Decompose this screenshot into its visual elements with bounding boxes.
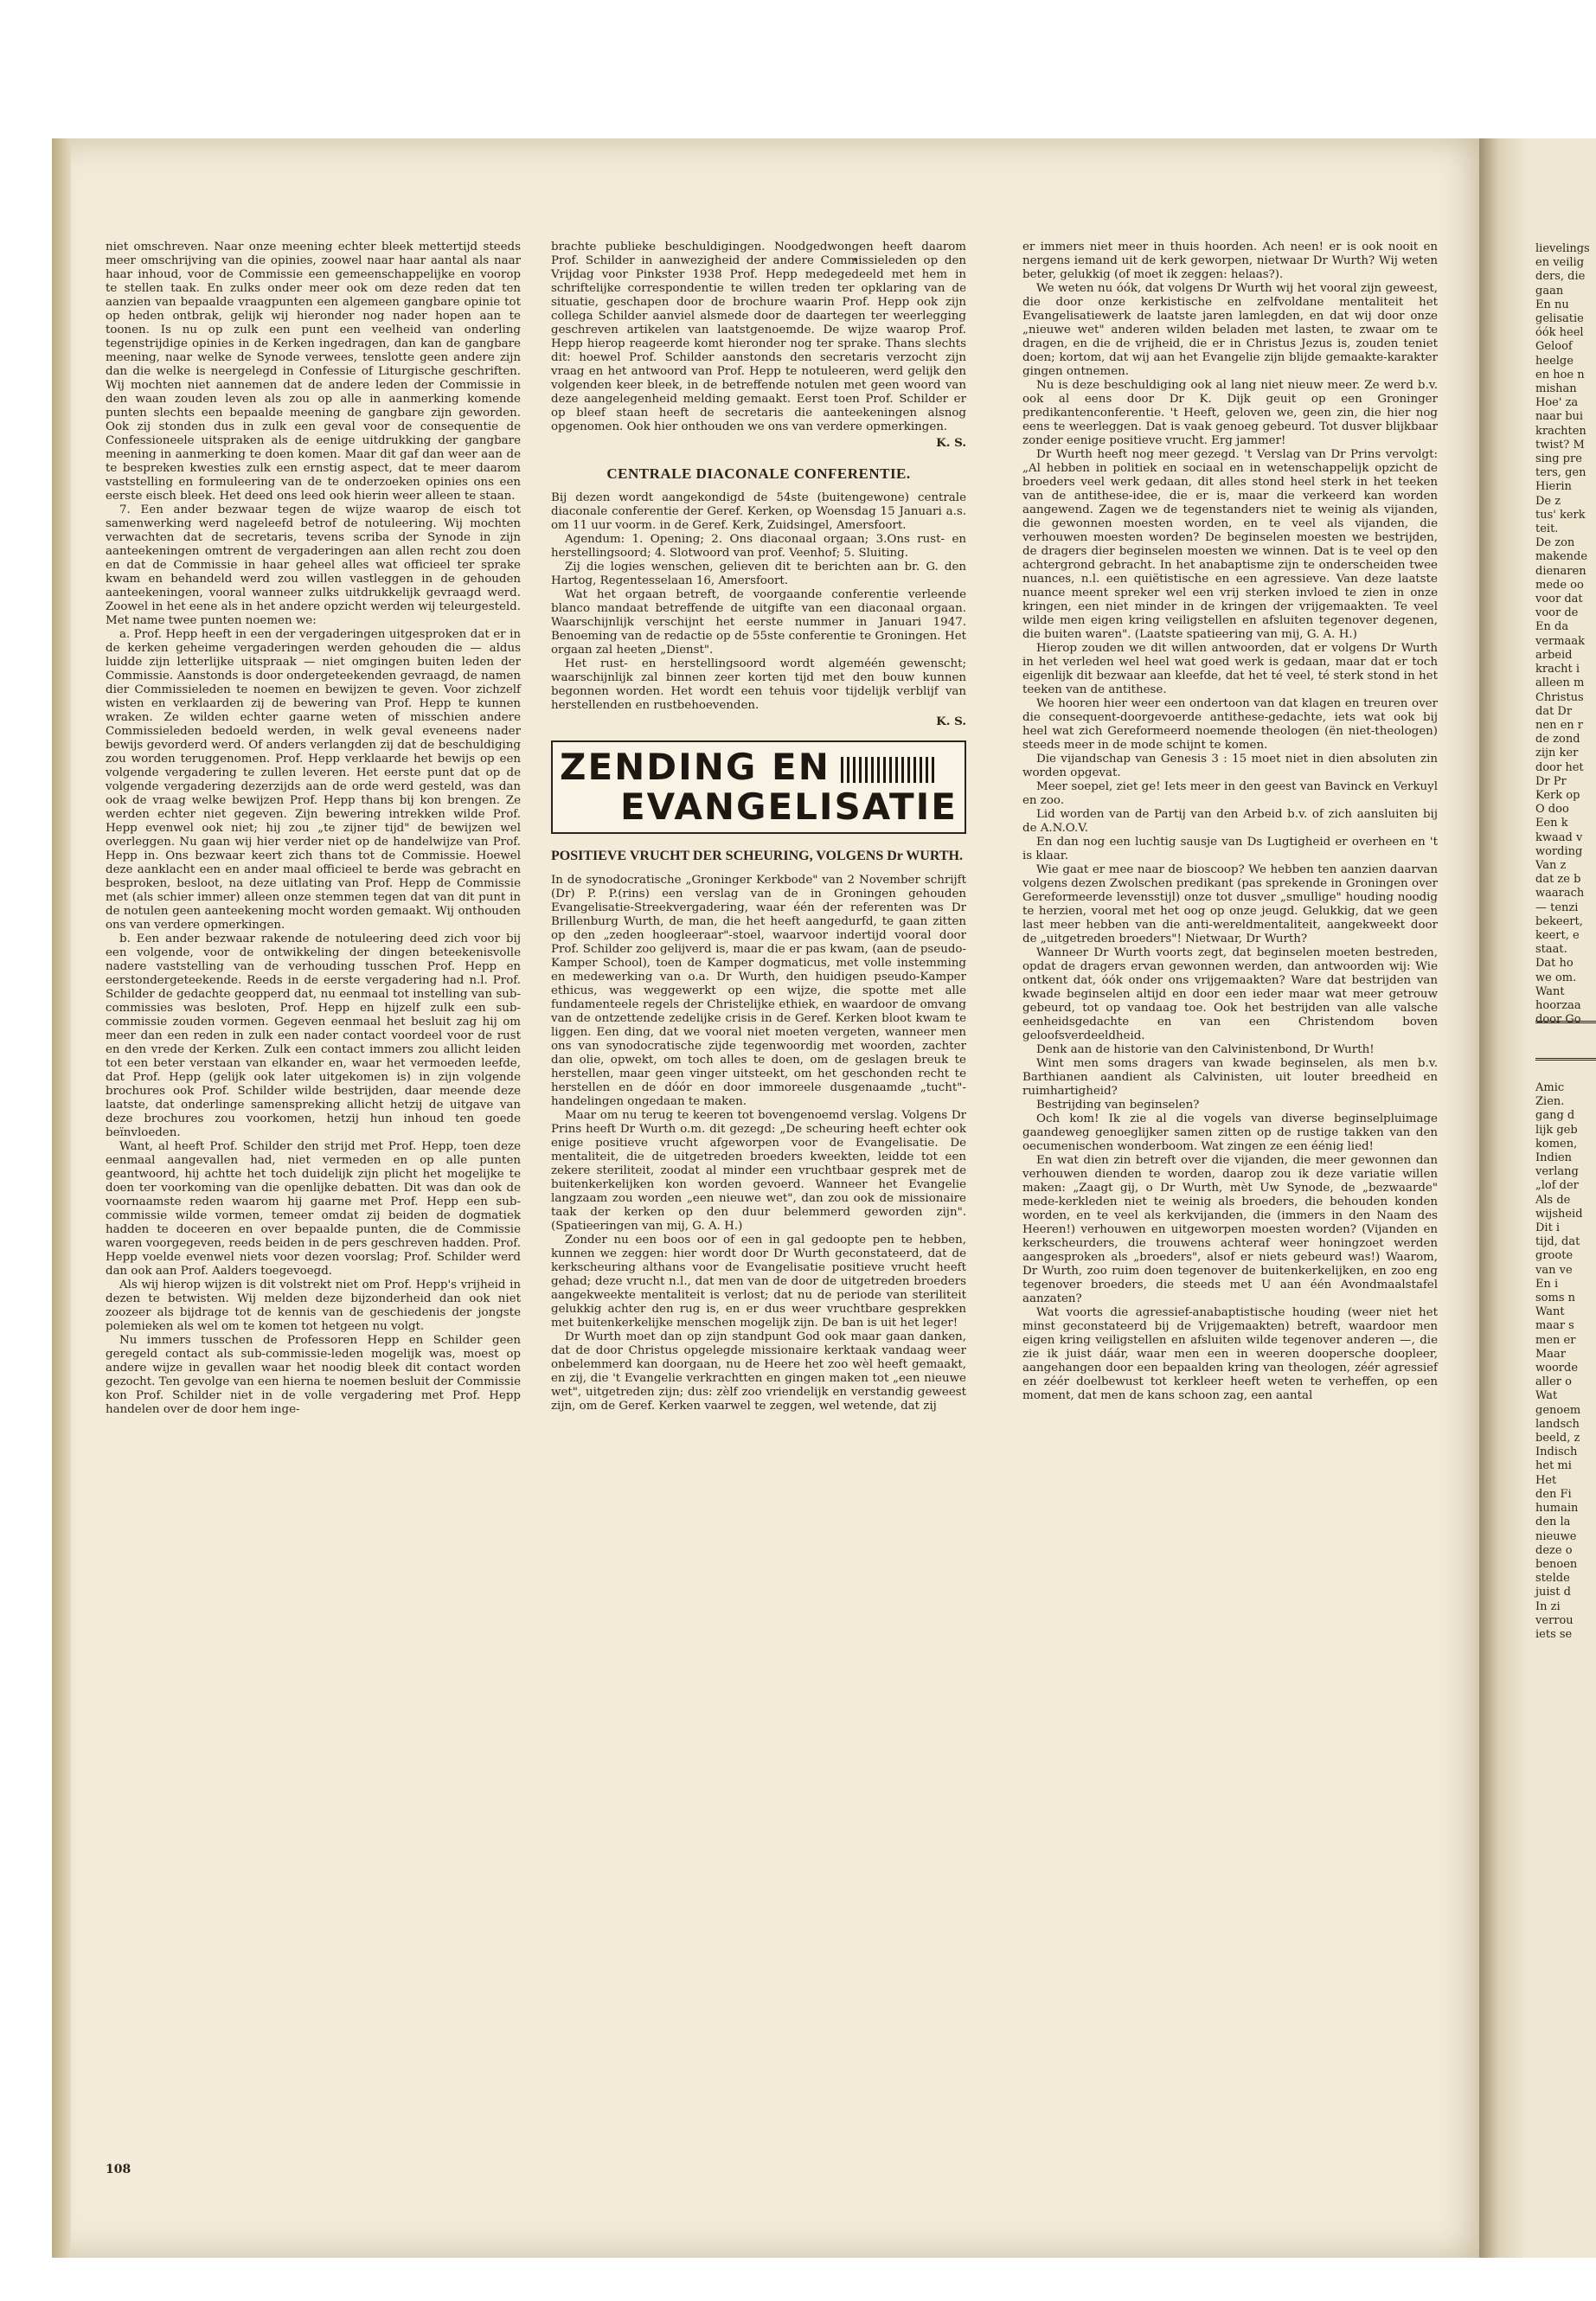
text-line: gaan	[1535, 284, 1564, 298]
text-line: Want	[1535, 984, 1565, 998]
text-line: zijn ker	[1535, 747, 1579, 760]
text-line: — tenzi	[1535, 901, 1579, 914]
text-line: en veilig	[1535, 256, 1585, 270]
banner-line-1: ZENDING EN	[560, 747, 958, 787]
paragraph: Die vijandschap van Genesis 3 : 15 moet niet in dien absoluten zin worden opgevat.	[1022, 753, 1438, 779]
text-line: tus' kerk	[1535, 508, 1586, 522]
paragraph: 7. Een ander bezwaar tegen de wijze waarop de eisch tot samenwerking werd nageleefd betrof de notuleering. Wij mochten verwachten dat de secretaris, tevens scriba der Synode in zijn aanteekeningen omtrent de vergaderingen aan allen recht zou doen en dat de Commissie in haar geheel alles wat officieel ter sprake kwam en behandeld werd zou willen vastleggen in de gehouden aanteekeningen, vooral wanneer zulks uitdrukkelijk gevraagd werd. Zoowel in het eene als in het andere opzicht werden wij teleurgesteld. Met name twee punten noemen we:	[106, 503, 521, 627]
page-edges	[52, 138, 71, 2258]
text-line: arbeid	[1535, 648, 1573, 662]
text-line: tijd, dat	[1535, 1235, 1580, 1249]
paragraph: Denk aan de historie van den Calvinistenbond, Dr Wurth!	[1036, 1043, 1375, 1056]
text-line: Als de	[1535, 1193, 1571, 1207]
article-heading: POSITIEVE VRUCHT DER SCHEURING, VOLGENS Dr WURTH.	[551, 849, 963, 863]
text-line: den la	[1535, 1516, 1571, 1529]
text-line: Want	[1535, 1305, 1565, 1319]
paragraph: In de synodocratische „Groninger Kerkbode" van 2 November schrijft (Dr) P. P.(rins) een verslag van de in Groningen gehouden Evangelisatie-Streekvergadering, waar één der referenten was Dr Brillenburg Wurth, de man, die het heeft aangedurfd, te gaan zitten op den „zeden hoogleeraar"-stoel, waarvoor indertijd vooral door Prof. Schilder zoo gelijverd is, maar die er pas kwam, (aan de pseudo-Kamper School), toen de Kamper dogmaticus, met volle instemming en medewerking van o.a. Dr Wurth, den huidigen pseudo-Kamper ethicus, was weggewerkt op een wijze, die spotte met alle fundamenteele regels der Christelijke ethiek, en waardoor de omvang van de ontzettende zedelijke crisis in de Geref. Kerken bloot kwam te liggen. Een ding, dat we vooral niet moeten vergeten, wanneer men ons van synodocratische zijde tegenwoordig met woorden, zachter dan olie, opwekt, om toch alles te doen, om de geslagen breuk te herstellen, maar geen vinger uitsteekt, om het geschonden recht te herstellen en de dóór en door immoreele dusgenaamde „tucht"-handelingen ongedaan te maken.	[551, 874, 966, 1108]
text-line: dat Dr	[1535, 704, 1573, 718]
text-line: den Fi	[1535, 1487, 1572, 1501]
text-line: In zi	[1535, 1599, 1561, 1613]
text-line: juist d	[1535, 1586, 1571, 1599]
text-line: Zien.	[1535, 1095, 1565, 1109]
text-line: voor de	[1535, 606, 1579, 620]
text-line: en hoe n	[1535, 368, 1585, 381]
paragraph: Bij dezen wordt aangekondigd de 54ste (buitengewone) centrale diaconale conferentie der Geref. Kerken, op Woensdag 15 Januari a.s. om 11 uur voorm. in de Geref. Kerk, Zuidsingel, Amersfoort.	[551, 491, 966, 532]
page-number: 108	[106, 2163, 131, 2176]
text-line: De z	[1535, 494, 1561, 508]
paragraph: Dr Wurth moet dan op zijn standpunt God ook maar gaan danken, dat de door Christus opgelegde missionaire kerktaak vandaag weer onbelemmerd kan doorgaan, nu de Heere het zoo wèl heeft gemaakt, en zij, die 't Evangelie verkrachtten en gingen maken tot „een nieuwe wet", uitgetreden zijn; dus: zèlf zoo vriendelijk en verstandig geweest zijn, om de Geref. Kerken vaarwel te zeggen, wel wetende, dat zij	[551, 1330, 966, 1413]
text-line: O doo	[1535, 803, 1569, 817]
text-line: Dit i	[1535, 1221, 1561, 1235]
text-line: men er	[1535, 1333, 1576, 1347]
text-line: stelde	[1535, 1572, 1570, 1586]
text-line: gang d	[1535, 1109, 1575, 1123]
text-line: woorde	[1535, 1362, 1579, 1375]
text-line: bekeert,	[1535, 914, 1583, 928]
paragraph: Maar om nu terug te keeren tot bovengenoemd verslag. Volgens Dr Prins heeft Dr Wurth o.m. dit gezegd: „De scheuring heeft echter ook enige positieve vrucht afgeworpen voor de Evangelisatie. De mentaliteit, die de uitgetreden broeders kweekten, leidde tot een zekere steriliteit, zoodat al minder een vruchtbaar gesprek met de buitenkerkelijken kon worden gevoerd. Wanneer het Evangelie langzaam zou worden „een nieuwe wet", dan zou ook de missionaire taak der kerken op den duur belemmerd geworden zijn". (Spatieeringen van mij, G. A. H.)	[551, 1109, 966, 1233]
text-line: En nu	[1535, 298, 1569, 311]
text-line: deze o	[1535, 1543, 1573, 1557]
right-column-bottom	[1535, 1081, 1596, 1642]
paragraph: Wat het orgaan betreft, de voorgaande conferentie verleende blanco mandaat betreffende de uitgifte van een diaconaal orgaan. Waarschijnlijk verschijnt het eerste nummer in Januari 1947. Benoeming van de redactie op de 55ste conferentie te Groningen. Het orgaan zal heeten „Dienst".	[551, 588, 966, 657]
text-line: beeld, z	[1535, 1432, 1580, 1445]
text-line: Indisch	[1535, 1445, 1578, 1459]
text-line: Geloof	[1535, 340, 1573, 354]
text-line: makende	[1535, 550, 1588, 564]
text-line: hoorzaa	[1535, 998, 1581, 1012]
book-spread	[52, 138, 1596, 2258]
text-line: lievelings	[1535, 242, 1590, 255]
left-page	[71, 138, 1498, 2258]
paragraph: Want, al heeft Prof. Schilder den strijd met Prof. Hepp, toen deze eenmaal aangevallen had, niet vermeden en op alle punten geantwoord, hij achtte het toch duidelijk zijn plicht het mogelijke te doen ter voorkoming van die openlijke debatten. Dit was dan ook de voornaamste reden waarom hij gaarne met Prof. Hepp een sub-commissie wilde vormen, temeer omdat zij beiden de dogmatiek hadden te doceeren en over bepaalde punten, die de Commissie waren voorgegeven, reeds beiden in de pers geschreven hadden. Prof. Hepp voelde evenwel niets voor dezen voorslag; Prof. Schilder werd dan ook aan Prof. Aalders toegevoegd.	[106, 1140, 521, 1278]
text-line: genoem	[1535, 1403, 1581, 1417]
column-3	[1022, 240, 1438, 1403]
text-line: benoen	[1535, 1557, 1578, 1571]
text-line: verlang	[1535, 1165, 1579, 1179]
paragraph: Dr Wurth heeft nog meer gezegd. 't Verslag van Dr Prins vervolgt: „Al hebben in politiek en sociaal en in wetenschappelijk opzicht de broeders veel werk gedaan, dit alles stond heel sterk in het teeken van de antithese-idee, die er is, maar die verkeerd kan worden aangewend. Zagen we de tegenstanders niet te weinig als vijanden, die gewonnen moesten worden, en te veel als vijanden, die verhouwen moesten worden? De beginselen moesten we bestrijden, de dragers dier beginselen moesten we winnen. Dat is te veel op den achtergrond gebracht. In het anabaptisme zijn te onderscheiden twee nuances, n.l. een quiëtistische en een agressieve. Van deze laatste nuance meent spreker wel een vrij sterken invloed te zien in onze kringen, een niet minder in de kringen der vrijgemaakten. Te veel wilde men eigen kring veiligstellen en afsluiten tegenover degenen, die buiten waren". (Laatste spatieering van mij, G. A. H.)	[1022, 448, 1438, 641]
paragraph: er immers niet meer in thuis hoorden. Ach neen! er is ook nooit en nergens iemand uit de kerk geworpen, nietwaar Dr Wurth? Wij weten beter, gelukkig (of moet ik zeggen: helaas?).	[1022, 240, 1438, 281]
text-line: kracht i	[1535, 663, 1580, 676]
signature: K. S.	[936, 436, 966, 450]
text-line: groote	[1535, 1249, 1574, 1263]
section-banner	[551, 740, 966, 834]
text-line: ders, die	[1535, 270, 1586, 284]
text-line: En da	[1535, 620, 1569, 634]
text-line: Indien	[1535, 1151, 1573, 1165]
right-column-top	[1535, 242, 1596, 1027]
text-line: mede oo	[1535, 578, 1584, 592]
text-line: alleen m	[1535, 676, 1585, 690]
text-line: Maar	[1535, 1347, 1567, 1361]
paragraph: Wie gaat er mee naar de bioscoop? We hebben ten aanzien daarvan volgens dezen Zwolschen predikant (pas sprekende in Groningen over Gereformeerde levensstijl) onze tot dusver „smullige" houding noodig te herzien, vooral met het oog op onze jeugd. Gelukkig, dat we geen last meer hebben van die anti-wereldmentaliteit, aangekweekt door de „uitgetreden broeders"! Nietwaar, Dr Wurth?	[1022, 863, 1438, 945]
paragraph: Hierop zouden we dit willen antwoorden, dat er volgens Dr Wurth in het verleden wel heel wat goed werk is gedaan, maar dat er toch eigenlijk dit bezwaar aan kleefde, dat het té veel, té sterk stond in het teeken van de antithese.	[1022, 642, 1438, 696]
text-line: waarach	[1535, 887, 1585, 901]
text-line: komen,	[1535, 1137, 1578, 1150]
text-line: dat ze b	[1535, 873, 1581, 887]
right-rule-box	[1535, 1021, 1596, 1061]
paragraph: En dan nog een luchtig sausje van Ds Lugtigheid er overheen en 't is klaar.	[1022, 836, 1438, 862]
text-line: maar s	[1535, 1319, 1574, 1333]
text-line: gelisatie	[1535, 312, 1584, 326]
text-line: humain	[1535, 1502, 1579, 1516]
text-line: de zond	[1535, 733, 1580, 747]
text-line: wijsheid	[1535, 1207, 1583, 1221]
text-line: heelge	[1535, 354, 1574, 368]
text-line: Dat ho	[1535, 957, 1574, 971]
text-line: ters, gen	[1535, 466, 1586, 480]
paragraph: Nu immers tusschen de Professoren Hepp en Schilder geen geregeld contact als sub-commissie-leden mogelijk was, moest op andere wijze in gevallen waar het noodig bleek dit contact worden gezocht. Ten gevolge van een hierna te noemen besluit der Commissie kon Prof. Schilder niet in de volle vergadering met Prof. Hepp handelen over de door hem inge-	[106, 1334, 521, 1416]
text-line: iets se	[1535, 1627, 1573, 1641]
text-line: Kerk op	[1535, 788, 1580, 802]
text-line: óók heel	[1535, 326, 1584, 340]
paragraph: Het rust- en herstellingsoord wordt algeméén gewenscht; waarschijnlijk zal binnen zeer korten tijd met den bouw kunnen begonnen worden. Het wordt een tehuis voor tijdelijk verblijf van herstellenden en rustbehoevenden.	[551, 657, 966, 712]
text-line: De zon	[1535, 536, 1575, 550]
text-line: twist? M	[1535, 438, 1585, 452]
text-line: Hierin	[1535, 480, 1572, 494]
text-line: mishan	[1535, 382, 1577, 396]
paragraph: b. Een ander bezwaar rakende de notuleering deed zich voor bij een volgende, voor de ontwikkeling der dingen beteekenisvolle nadere vaststelling van de verhouding tusschen Prof. Hepp en eerstondergeteekende. Reeds in de eerste vergadering had n.l. Prof. Schilder de gedachte geopperd dat, nu eenmaal tot instelling van sub-commissies was besloten, Prof. Hepp en hijzelf zulk een sub-commissie zouden vormen. Gegeven eenmaal het besluit zag hij om meer dan een reden in zulk een nader contact voordeel voor de rust en den vrede der Kerken. Zulk een contact immers zou allicht leiden tot een beter verstaan van elkander en, waar het vermoeden leefde, dat Prof. Hepp (gelijk ook later uitgekomen is) in zijn volgende brochures ook Prof. Schilder wilde bestrijden, daar meende deze laatste, dat onderlinge samenspreking allicht hetzij de uitgave van deze brochures zou voorkomen, hetzij hun inhoud ten goede beïnvloeden.	[106, 933, 521, 1139]
text-line: Een k	[1535, 817, 1568, 830]
text-line: keert, e	[1535, 928, 1580, 942]
text-line: verrou	[1535, 1613, 1574, 1627]
text-line: Hoe' za	[1535, 396, 1579, 410]
text-line: soms n	[1535, 1292, 1576, 1305]
text-line: krachten	[1535, 424, 1586, 438]
book-gutter	[1479, 138, 1527, 2258]
text-line: Wat	[1535, 1389, 1558, 1403]
text-line: Amic	[1535, 1081, 1565, 1094]
text-line: lijk geb	[1535, 1123, 1578, 1137]
text-line: Van z	[1535, 858, 1567, 872]
paragraph: Bestrijding van beginselen?	[1036, 1099, 1200, 1112]
paragraph: Als wij hierop wijzen is dit volstrekt niet om Prof. Hepp's vrijheid in dezen te betwisten. Wij melden deze bijzonderheid dan ook niet zoozeer als bijdrage tot de kennis van de geschiedenis der jongste polemieken als wel om te komen tot hetgeen nu volgt.	[106, 1279, 521, 1333]
text-line: nen en r	[1535, 718, 1583, 732]
paragraph: niet omschreven. Naar onze meening echter bleek mettertijd steeds meer omschrijving van die opinies, zoowel naar haar aantal als naar haar inhoud, voor de Commissie een gemeenschappelijke en voorop te stellen taak. En zulks onder meer ook om deze reden dat ten aanzien van bepaalde vraagpunten een algemeen gangbare opinie tot op heden ontbrak, gelijk wij hieronder nog nader hopen aan te toonen. Is nu op zulk een punt een veelheid van onderling tegenstrijdige opinies in de Kerken ingedragen, dan kan de gangbare meening, naar welke de Synode verwees, tenslotte geen andere zijn dan die welke is neergelegd in Confessie of Liturgische geschriften. Wij mochten niet aannemen dat de andere leden der Commissie in den waan zouden leven als zou op alle in aanmerking komende punten slechts een bepaalde meening de gangbare zijn geworden. Ook zij stonden dus in zulk een geval voor de consequentie de Confessioneele uitspraken als de eenige uitdrukking der gangbare meening in aanmerking te doen komen. Maar dit gaf dan weer aan de te bespreken kwesties zulk een ernstig aspect, dat te meer daarom vaststelling en formuleering van de te onderzoeken opinies ons een eerste eisch bleek. Het deed ons leed ook hierin weer alleen te staan.	[106, 240, 521, 503]
paragraph: We weten nu óók, dat volgens Dr Wurth wij het vooral zijn geweest, die door onze kerkistische en zelfvoldane mentaliteit het Evangelisatiewerk de laatste jaren lamlegden, en dat wij door onze „nieuwe wet" anderen wilden beladen met lasten, te zwaar om te dragen, en die de vrijheid, die er in Christus Jezus is, zouden teniet doen; kortom, dat wij aan het Evangelie zijn blijde gemaakte-karakter gingen ontnemen.	[1022, 282, 1438, 378]
right-page-fragment	[1527, 138, 1596, 2258]
text-line: het mi	[1535, 1459, 1572, 1473]
text-line: Dr Pr	[1535, 774, 1567, 788]
text-line: van ve	[1535, 1263, 1573, 1277]
text-line: wording	[1535, 844, 1583, 858]
text-line: Christus	[1535, 690, 1584, 704]
paragraph: En wat dien zin betreft over die vijanden, die meer gewonnen dan verhouwen dienden te worden, daarop zou ik deze variatie willen maken: „Zaagt gij, o Dr Wurth, mèt Uw Synode, de „bezwaarde" mede-kerkleden niet te weinig als broeders, die behouden konden worden, en te veel als kerkvijanden, die (immers in den Naam des Heeren!) verhouwen en uitgeworpen moesten worden? (Vijanden en kerkscheurders, die trouwens achteraf weer honingzoet werden aangesproken als „broeders", alsof er niets gebeurd was!) Waarom, Dr Wurth, zoo ruim doen tegenover de buitenkerkelijken, en zoo eng tegenover broeders, die steeds met U aan één Avondmaalstafel aanzaten?	[1022, 1154, 1438, 1305]
text-line: dienaren	[1535, 564, 1586, 578]
section-heading: CENTRALE DIACONALE CONFERENTIE.	[606, 465, 911, 482]
paragraph: We hooren hier weer een ondertoon van dat klagen en treuren over die consequent-doorgevoerde antithese-gedachte, iets wat ook bij heel wat zich Gereformeerd noemende theologen (ën niet-theologen) steeds meer in de mode schijnt te komen.	[1022, 697, 1438, 752]
text-line: landsch	[1535, 1417, 1580, 1431]
text-line: aller o	[1535, 1375, 1572, 1389]
text-line: naar bui	[1535, 410, 1584, 424]
paragraph: Meer soepel, ziet ge! Iets meer in den geest van Bavinck en Verkuyl en zoo.	[1022, 780, 1438, 807]
text-line: door Go	[1535, 1013, 1581, 1027]
column-2	[551, 240, 966, 1413]
paragraph: Nu is deze beschuldiging ook al lang niet nieuw meer. Ze werd b.v. ook al eens door Dr K. Dijk geuit op een Groninger predikantenconferentie. 't Heeft, geloven we, geen zin, die hier nog eens te weerleggen. Dat is vaak genoeg gebeurd. Tot dusver blijkbaar zonder eenige positieve vrucht. Erg jammer!	[1022, 379, 1438, 447]
banner-line-2: EVANGELISATIE	[619, 785, 958, 828]
text-line: sing pre	[1535, 452, 1582, 466]
text-line: door het	[1535, 760, 1584, 774]
text-line: Het	[1535, 1473, 1557, 1487]
column-1	[106, 240, 521, 1417]
paragraph: Lid worden van de Partij van den Arbeid b.v. of zich aansluiten bij de A.N.O.V.	[1022, 808, 1438, 835]
paragraph: Wat voorts die agressief-anabaptistische houding (weer niet het minst geconstateerd bij de Vrijgemaakten) betreft, waardoor men eigen kring veiligstellen en afsluiten wilde tegenover anderen —, die zie ik juist dáár, waar men een in weeren doopersche doopleer, aangehangen door een bepaalden kring van theologen, zéér agressief en zéér doelbewust tot kerkleer heeft weten te verheffen, op een moment, dat men de kans schoon zag, een aantal	[1022, 1306, 1438, 1402]
paragraph: a. Prof. Hepp heeft in een der vergaderingen uitgesproken dat er in de kerken geheime vergaderingen werden gehouden die — aldus luidde zijn letterlijke uitspraak — niet omgingen buiten leden der Commissie. Aanstonds is door ondergeteekenden gevraagd, de namen dier Commissieleden te noemen en bewijzen te geven. Voor zichzelf wisten en verklaarden zij de bewering van Prof. Hepp te kunnen wraken. Ze wilden echter gaarne weten of misschien andere Commissieleden bedoeld werden, in welk geval eveneens nader bewijs gevorderd werd. Of anders verlangden zij dat de beschuldiging zou worden teruggenomen. Prof. Hepp verklaarde het bewijs op een volgende vergadering te zullen leveren. Het eerste punt dat op de volgende vergadering dezerzijds aan de orde werd gesteld, was dan ook de vraag welke bewijzen Prof. Hepp thans bij kon brengen. Ze werden echter niet gegeven. Zijn bewering intrekken wilde Prof. Hepp evenwel ook niet; hij zou „te zijner tijd" de bewijzen wel overleggen. Nu gaan wij hier verder niet op de handelwijze van Prof. Hepp in. Ons bezwaar keert zich thans tot de Commissie. Hoewel deze aanklacht een en ander maal officieel te berde was gebracht en besproken, besloot, na deze uitlating van Prof. Hepp de Commissie met (als schier immer) alleen onze stemmen tegen dat van dit punt in de notulen geen aanteekening mocht worden gemaakt. Wij onthouden ons van verdere opmerkingen.	[106, 628, 521, 932]
text-line: teit.	[1535, 522, 1559, 536]
text-line: En i	[1535, 1277, 1559, 1291]
text-line: staat.	[1535, 943, 1567, 957]
paragraph: Och kom! Ik zie al die vogels van diverse beginselpluimage gaandeweg genoeglijker samen zitten op de rustige takken van den oecumenischen wonderboom. Wat zingen ze een éénig lied!	[1022, 1112, 1438, 1153]
text-line: vermaak	[1535, 634, 1585, 648]
paragraph: Wanneer Dr Wurth voorts zegt, dat beginselen moeten bestreden, opdat de dragers ervan gewonnen werden, dan antwoorden wij: Wie ontkent dat, óók onder ons vrijgemaakten? Ware dat bestrijden van kwade beginselen altijd en door een ieder maar wat meer getrouw gebeurd, tot op vandaag toe. Ook het bestrijden van alle valsche eenheidsgedachte en van een Christendom boven geloofsverdeeldheid.	[1022, 946, 1438, 1042]
paragraph: brachte publieke beschuldigingen. Noodgedwongen heeft daarom Prof. Schilder in aanwezigheid der andere Commissieleden op den Vrijdag voor Pinkster 1938 Prof. Hepp medegedeeld met hem in schriftelijke correspondentie te willen treden ter opklaring van de situatie, geschapen door de brochure waarin Prof. Hepp ook zijn collega Schilder aanviel alsmede door de daartegen ter weerlegging geschreven artikelen van laatstgenoemde. De wijze waarop Prof. Hepp hierop reageerde komt hieronder nog ter sprake. Thans slechts dit: hoewel Prof. Schilder aanstonds den secretaris verzocht zijn vraag en het antwoord van Prof. Hepp te notuleeren, werd gelijk den volgenden keer bleek, in de betreffende notulen met geen woord van deze aangelegenheid melding gemaakt. Eerst toen Prof. Schilder er op bleef staan heeft de secretaris die aanteekeningen alsnog opgenomen. Ook hier onthouden we ons van verdere opmerkingen.	[551, 240, 966, 433]
text-line: kwaad v	[1535, 830, 1583, 844]
signature: K. S.	[936, 715, 966, 728]
paragraph: Zonder nu een boos oor of een in gal gedoopte pen te hebben, kunnen we zeggen: hier wordt door Dr Wurth geconstateerd, dat de kerkscheuring althans voor de Evangelisatie positieve vrucht heeft gehad; deze vrucht n.l., dat men van de door de uitgetreden broeders aangekweekte mentaliteit is verlost; dat nu de periode van steriliteit gelukkig achter den rug is, en er dus weer vruchtbare gesprekken met buitenkerkelijke menschen mogelijk zijn. De ban is uit het leger!	[551, 1234, 966, 1330]
text-line: nieuwe	[1535, 1529, 1577, 1543]
paragraph: Agendum: 1. Opening; 2. Ons diaconaal orgaan; 3.Ons rust- en herstellingsoord; 4. Slotwoord van prof. Veenhof; 5. Sluiting.	[551, 533, 966, 560]
text-line: „lof der	[1535, 1179, 1579, 1193]
paragraph: Wint men soms dragers van kwade beginselen, als men b.v. Barthianen aandient als Calvinisten, uit louter breedheid en ruimhartigheid?	[1022, 1057, 1438, 1098]
text-line: voor dat	[1535, 593, 1583, 606]
text-line: we om.	[1535, 971, 1577, 984]
paragraph: Zij die logies wenschen, gelieven dit te berichten aan br. G. den Hartog, Regentesselaan 16, Amersfoort.	[551, 561, 966, 587]
